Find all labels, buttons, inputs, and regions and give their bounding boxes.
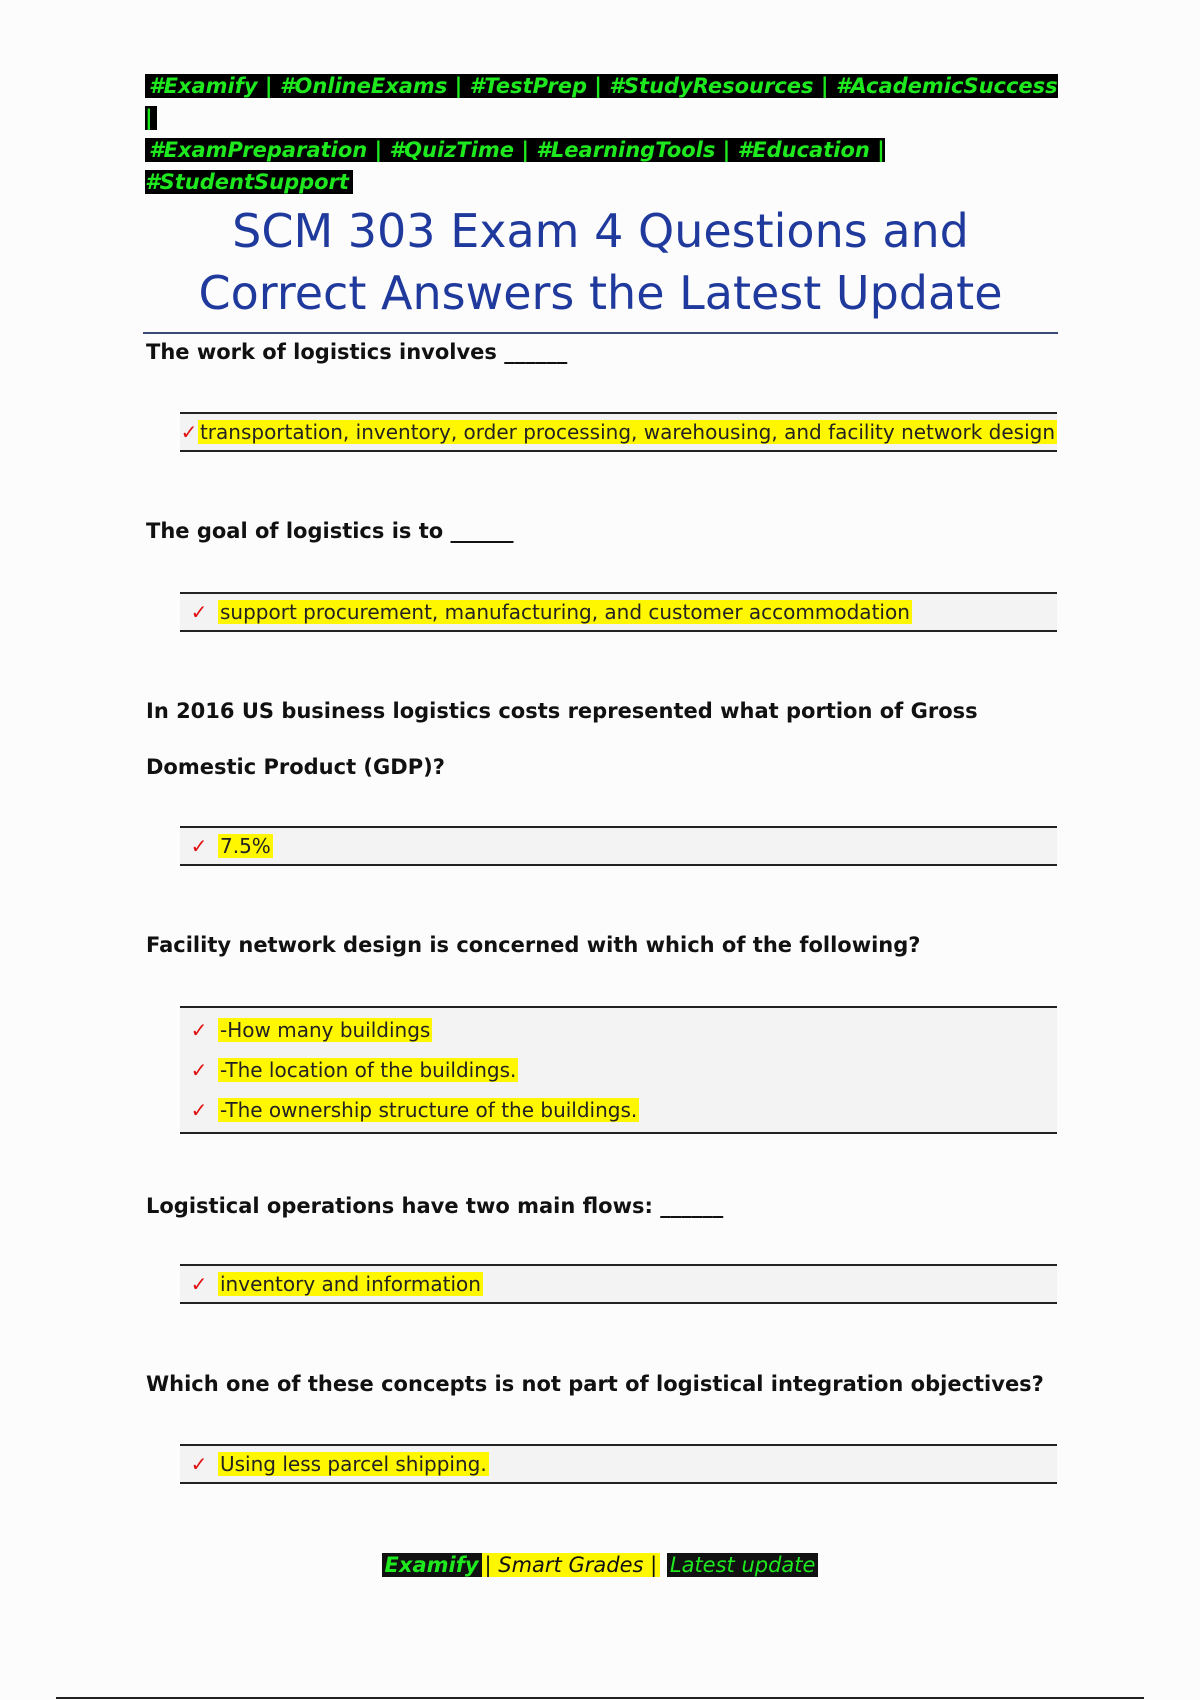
answer-box	[180, 826, 1057, 866]
question-text: The work of logistics involves ______	[146, 340, 568, 364]
footer-brand: Examify	[382, 1553, 482, 1577]
answer-item	[180, 1010, 1057, 1050]
checkmark-icon: ✓	[190, 1272, 208, 1296]
checkmark-icon: ✓	[190, 1098, 208, 1122]
answer-item	[180, 1266, 1057, 1302]
answer-item	[180, 594, 1057, 630]
footer-brand-line	[0, 1553, 1200, 1577]
checkmark-icon: ✓	[190, 1058, 208, 1082]
checkmark-icon: ✓	[180, 420, 198, 444]
page-bottom-rule	[56, 1697, 1144, 1699]
question-text: In 2016 US business logistics costs represented what portion of Gross Domestic Product (GDP)?	[146, 699, 978, 779]
answer-item	[180, 1090, 1057, 1130]
answer-text: 7.5%	[220, 834, 271, 858]
answer-box	[180, 412, 1057, 452]
answer-text: inventory and information	[220, 1272, 481, 1296]
answer-box	[180, 592, 1057, 632]
question-text: Logistical operations have two main flows: ______	[146, 1194, 724, 1218]
answer-text: transportation, inventory, order processing, warehousing, and facility network design	[199, 420, 1055, 444]
hashtag-line: #ExamPreparation | #QuizTime | #LearningTools | #Education | #StudentSupport	[145, 138, 885, 194]
answer-text: -How many buildings	[220, 1018, 431, 1042]
hashtag-banner	[145, 70, 1065, 198]
answer-item	[180, 1050, 1057, 1090]
answer-item	[180, 414, 1057, 450]
checkmark-icon: ✓	[190, 1018, 208, 1042]
footer-tail: Latest update	[667, 1553, 819, 1577]
checkmark-icon: ✓	[190, 600, 208, 624]
answer-item	[180, 828, 1057, 864]
answer-text: -The ownership structure of the buildings.	[220, 1098, 638, 1122]
question-text: Facility network design is concerned with which of the following?	[146, 933, 921, 957]
question-text: Which one of these concepts is not part of logistical integration objectives?	[146, 1372, 1044, 1396]
checkmark-icon: ✓	[190, 834, 208, 858]
question-text: The goal of logistics is to ______	[146, 519, 514, 543]
footer-middle: | Smart Grades |	[482, 1553, 661, 1577]
answer-item	[180, 1446, 1057, 1482]
hashtag-line: #Examify | #OnlineExams | #TestPrep | #StudyResources | #AcademicSuccess |	[145, 74, 1058, 130]
answer-box	[180, 1444, 1057, 1484]
answer-text: Using less parcel shipping.	[220, 1452, 487, 1476]
checkmark-icon: ✓	[190, 1452, 208, 1476]
page-title: SCM 303 Exam 4 Questions and Correct Answers the Latest Update	[143, 200, 1058, 334]
answer-box	[180, 1006, 1057, 1134]
answer-text: support procurement, manufacturing, and customer accommodation	[220, 600, 910, 624]
answer-text: -The location of the buildings.	[220, 1058, 517, 1082]
answer-box	[180, 1264, 1057, 1304]
